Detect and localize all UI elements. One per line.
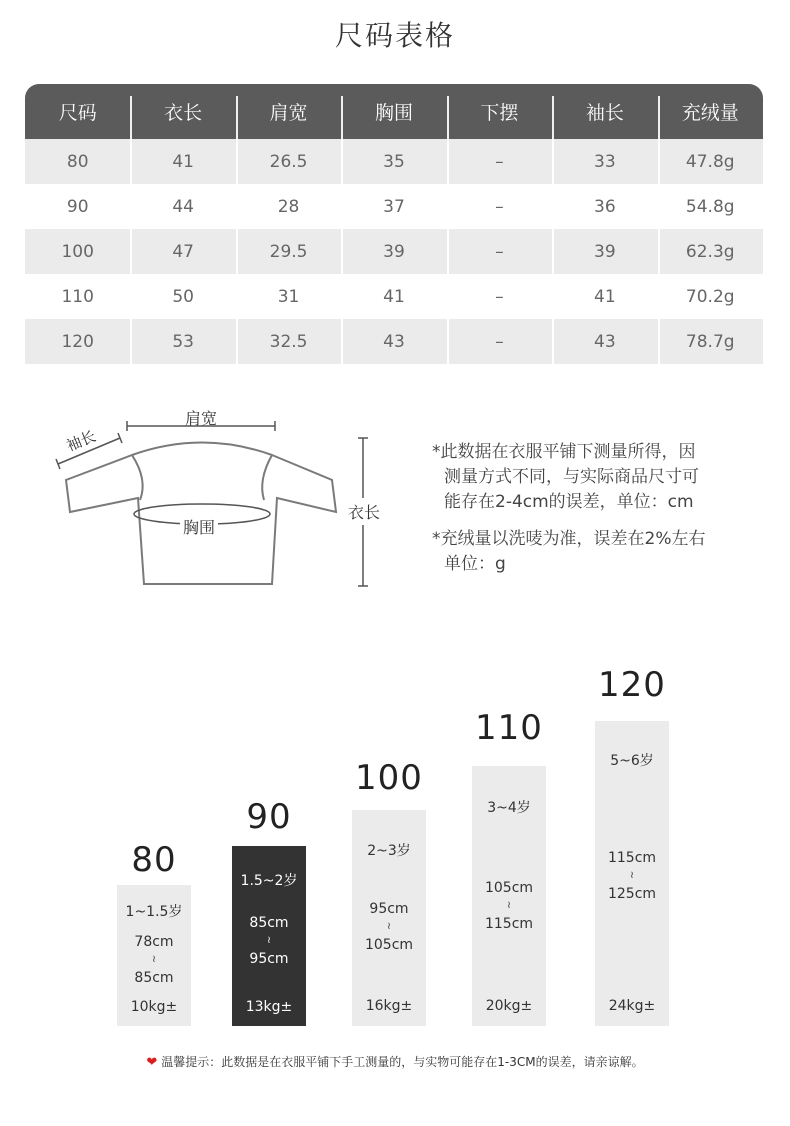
table-cell: – [447, 184, 552, 229]
header-hem: 下摆 [447, 84, 552, 139]
table-cell: 50 [130, 274, 235, 319]
table-cell: 41 [552, 274, 657, 319]
note-text: *充绒量以洗唛为准，误差在2%左右 [432, 529, 706, 549]
size-card [117, 885, 191, 1026]
header-down-fill: 充绒量 [658, 84, 763, 139]
table-cell: 54.8g [658, 184, 763, 229]
card-height-min: 95cm [369, 901, 409, 917]
card-age: 5~6岁 [610, 753, 654, 769]
note-text: *此数据在衣服平铺下测量所得，因 [432, 442, 696, 462]
table-cell: 78.7g [658, 319, 763, 364]
table-cell: 43 [341, 319, 446, 364]
table-cell: 41 [130, 139, 235, 184]
table-cell: 100 [61, 241, 94, 262]
card-weight: 16kg± [365, 998, 413, 1014]
table-cell: 29.5 [236, 229, 341, 274]
header-sleeve: 袖长 [552, 84, 657, 139]
table-cell: 33 [552, 139, 657, 184]
sleeve-label: 袖长 [63, 426, 99, 455]
table-row [25, 274, 763, 319]
note-text: 能存在2-4cm的误差，单位：cm [444, 492, 694, 512]
card-age: 2~3岁 [367, 843, 411, 859]
table-cell: 26.5 [236, 139, 341, 184]
table-cell: 31 [236, 274, 341, 319]
card-age: 3~4岁 [487, 800, 531, 816]
header-shoulder: 肩宽 [236, 84, 341, 139]
note-down-fill [432, 527, 772, 577]
size-table [25, 84, 763, 364]
card-height-max: 95cm [249, 951, 289, 967]
card-weight: 10kg± [130, 999, 178, 1015]
card-height-max: 115cm [484, 916, 534, 932]
table-cell: – [447, 139, 552, 184]
table-cell: 44 [130, 184, 235, 229]
footnote-text: 温馨提示：此数据是在衣服平铺下手工测量的，与实物可能存在1-3CM的误差，请亲谅解。 [161, 1055, 644, 1069]
table-cell: 70.2g [658, 274, 763, 319]
page-title: 尺码表格 [334, 19, 455, 52]
card-height-max: 125cm [607, 886, 657, 902]
size-card [472, 766, 546, 1026]
table-cell: 47.8g [658, 139, 763, 184]
card-height-max: 85cm [134, 970, 174, 986]
table-cell: 32.5 [236, 319, 341, 364]
garment-measurement-diagram [52, 400, 402, 600]
card-tilde: ≀ [152, 954, 156, 965]
card-tilde: ≀ [507, 900, 511, 911]
table-cell: 120 [61, 331, 94, 352]
size-table-header [25, 84, 763, 139]
card-size-title: 100 [355, 758, 423, 798]
card-size-title: 80 [131, 840, 177, 880]
table-cell: – [447, 319, 552, 364]
heart-icon: ❤ [146, 1055, 158, 1070]
table-row [25, 229, 763, 274]
card-height-min: 85cm [249, 915, 289, 931]
card-height-min: 78cm [134, 934, 174, 950]
footnote [0, 1053, 790, 1070]
card-height-max: 105cm [364, 937, 414, 953]
table-cell: 28 [236, 184, 341, 229]
card-weight: 20kg± [485, 998, 533, 1014]
card-height-min: 105cm [484, 880, 534, 896]
chest-label: 胸围 [180, 515, 218, 538]
card-age: 1~1.5岁 [125, 904, 183, 920]
header-length: 衣长 [130, 84, 235, 139]
header-chest: 胸围 [341, 84, 446, 139]
measurement-notes [432, 440, 772, 589]
table-cell: 80 [66, 151, 89, 172]
table-cell: 39 [341, 229, 446, 274]
note-measurement-error [432, 440, 772, 515]
note-text: 测量方式不同，与实际商品尺寸可 [444, 467, 699, 487]
table-cell: – [447, 274, 552, 319]
table-row [25, 139, 763, 184]
table-cell: 53 [130, 319, 235, 364]
table-cell: 110 [61, 286, 94, 307]
card-weight: 13kg± [245, 999, 293, 1015]
table-cell: 90 [66, 196, 89, 217]
table-cell: 41 [341, 274, 446, 319]
table-cell: 47 [130, 229, 235, 274]
table-cell: 39 [552, 229, 657, 274]
card-tilde: ≀ [630, 870, 634, 881]
card-age: 1.5~2岁 [240, 873, 298, 889]
header-size: 尺码 [58, 102, 97, 124]
table-cell: – [447, 229, 552, 274]
shoulder-label: 肩宽 [185, 409, 218, 428]
note-text: 单位：g [444, 554, 506, 574]
size-card [352, 810, 426, 1026]
table-row [25, 319, 763, 364]
card-tilde: ≀ [267, 935, 271, 946]
table-cell: 36 [552, 184, 657, 229]
card-weight: 24kg± [608, 998, 656, 1014]
table-cell: 35 [341, 139, 446, 184]
card-height-min: 115cm [607, 850, 657, 866]
card-size-title: 120 [598, 665, 666, 705]
size-card [595, 721, 669, 1026]
card-size-title: 110 [475, 708, 543, 748]
card-size-title: 90 [246, 797, 292, 837]
table-cell: 37 [341, 184, 446, 229]
length-label: 衣长 [346, 498, 382, 525]
table-cell: 43 [552, 319, 657, 364]
card-tilde: ≀ [387, 921, 391, 932]
table-row [25, 184, 763, 229]
size-card-highlighted [232, 846, 306, 1026]
table-cell: 62.3g [658, 229, 763, 274]
